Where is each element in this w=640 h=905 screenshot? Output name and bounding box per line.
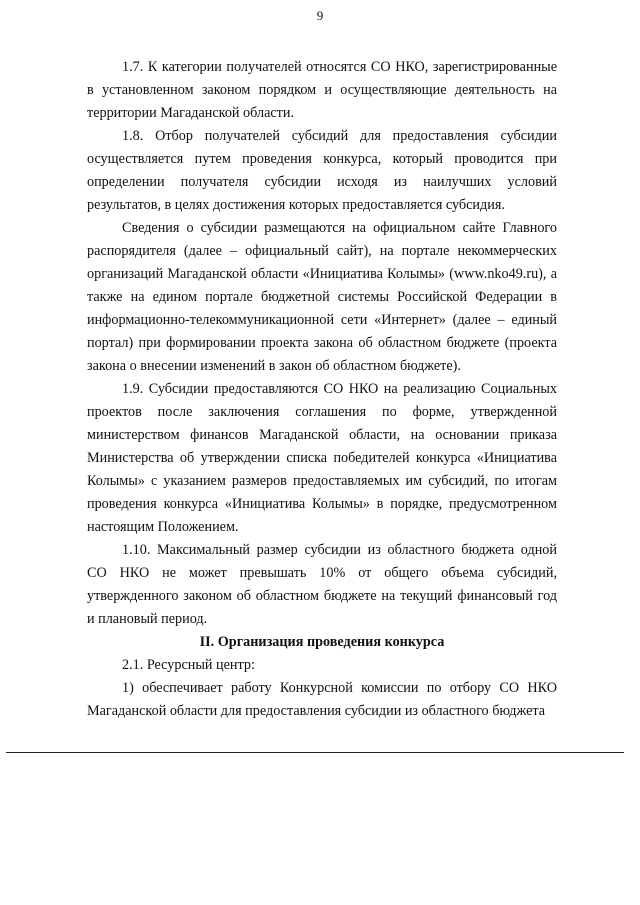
page-number: 9 (316, 8, 324, 23)
paragraph-1-10: 1.10. Максимальный размер субсидии из областного бюджета одной СО НКО не может превышать 10% от общего объема субсидий, утвержденного законом об областном бюджете на текущий финансовый год и плановый период. (87, 542, 557, 627)
paragraph-1-7: 1.7. К категории получателей относятся СО НКО, зарегистрированные в установленном законом порядком и осуществляющие деятельность на территории Магаданской области. (87, 59, 557, 121)
paragraph-1-8: 1.8. Отбор получателей субсидий для предоставления субсидии осуществляется путем проведения конкурса, который проводится при определении получателя субсидии исходя из наилучших условий результатов, в целях достижения которых предоставляется субсидия. (87, 128, 557, 213)
paragraph-1-9: 1.9. Субсидии предоставляются СО НКО на реализацию Социальных проектов после заключения соглашения по форме, утвержденной министерством финансов Магаданской области, на основании приказа Министерства об утверждении списка победителей конкурса «Инициатива Колымы» с указанием размеров предоставляемых им субсидий, по итогам проведения конкурса «Инициатива Колымы» в порядке, предусмотренном настоящим Положением. (87, 381, 557, 535)
section-heading: II. Организация проведения конкурса (199, 634, 445, 650)
paragraph-subsidy-info: Сведения о субсидии размещаются на официальном сайте Главного распорядителя (далее – официальный сайт), на портале некоммерческих организаций Магаданской области «Инициатива Колымы» (www.nko49.ru), а также на едином портале бюджетной системы Российской Федерации в информационно-телекоммуникационной сети «Интернет» (далее – единый портал) при формировании проекта закона об областном бюджете (проекта закона о внесении изменений в закон об областном бюджете). (87, 220, 557, 374)
paragraph-2-1-item-1: 1) обеспечивает работу Конкурсной комиссии по отбору СО НКО Магаданской области для предоставления субсидии из областного бюджета (87, 680, 557, 719)
paragraph-2-1: 2.1. Ресурсный центр: (122, 657, 255, 673)
page-bottom-rule (6, 752, 624, 753)
document-body (87, 56, 557, 723)
